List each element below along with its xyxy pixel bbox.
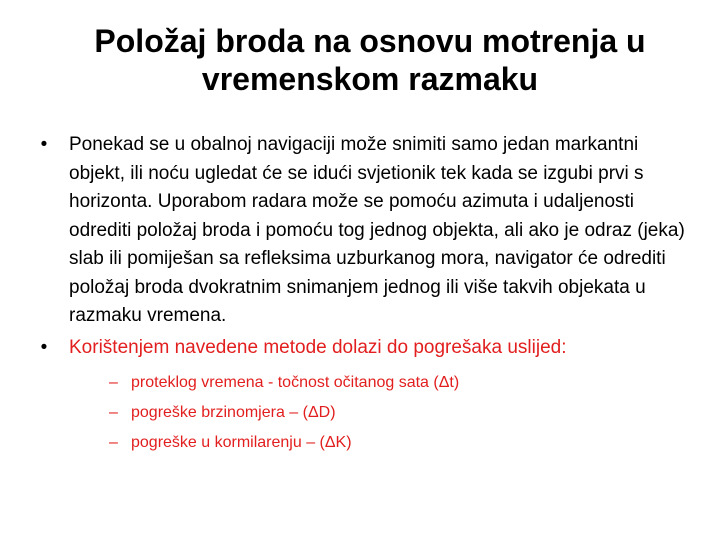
bullet-item-2 (36, 334, 696, 459)
dash-icon: – (109, 404, 118, 421)
slide-title-line-2: vremenskom razmaku (201, 61, 539, 97)
sub-item-text: proteklog vremena - točnost očitanog sata (Δt) (131, 374, 460, 391)
bullet-dot-icon: • (40, 336, 48, 358)
sub-list-item (109, 428, 696, 458)
sub-list-item (109, 368, 696, 398)
sub-list-item (109, 398, 696, 428)
dash-icon: – (109, 374, 118, 391)
sub-item-text: pogreške brzinomjera – (ΔD) (131, 404, 336, 421)
bullet-text: Korištenjem navedene metode dolazi do pogrešaka uslijed: (69, 336, 567, 358)
sub-item-text: pogreške u kormilarenju – (ΔK) (131, 434, 352, 451)
bullet-text: Ponekad se u obalnoj navigaciji može snimiti samo jedan markantni objekt, ili noću ugledat će se idući svjetionik tek kada se izgubi prvi s horizonta. Uporabom radara može se pomoću azimuta i udaljenosti odrediti položaj broda i pomoću tog jednog objekta, ali ako je odraz (jeka) slab ili pomiješan sa refleksima uzburkanog mora, navigator će odrediti položaj broda dvokratnim snimanjem jednog ili više takvih objekata u razmaku vremena. (69, 134, 685, 326)
slide-content (36, 131, 696, 461)
bullet-item-1 (36, 131, 696, 331)
slide-title (40, 22, 700, 98)
dash-icon: – (109, 434, 118, 451)
sub-list (69, 368, 696, 458)
slide-title-line-1: Položaj broda na osnovu motrenja u (94, 23, 646, 59)
bullet-dot-icon: • (40, 134, 48, 155)
